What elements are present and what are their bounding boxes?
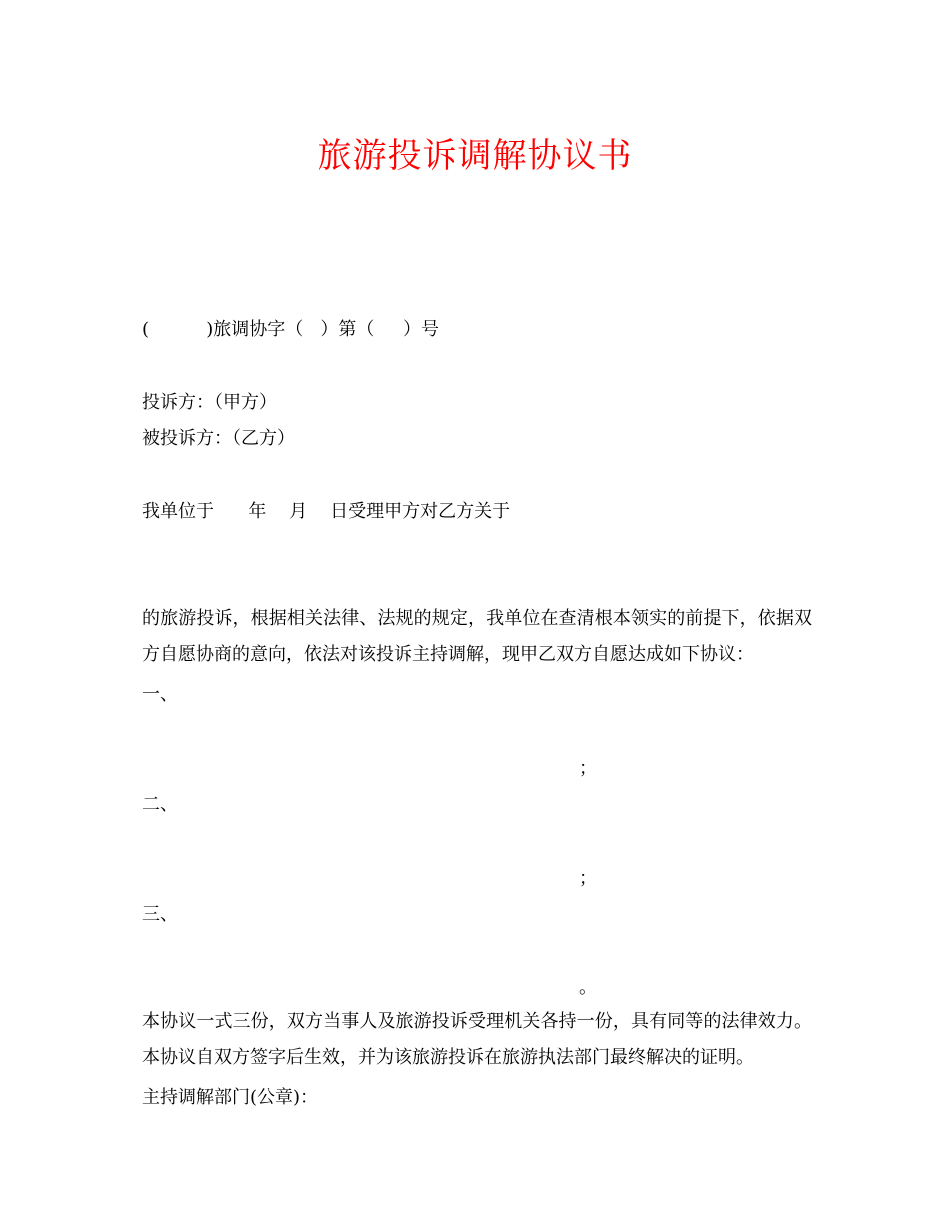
respondent-line: 被投诉方：（乙方） <box>142 428 295 449</box>
acceptance-line: 我单位于 年 月 日受理甲方对乙方关于 <box>142 501 511 522</box>
document-number-line: ( )旅调协字（ ）第（ ）号 <box>142 319 440 340</box>
clause-three-label: 三、 <box>142 904 178 925</box>
complainant-line: 投诉方：（甲方） <box>142 392 277 413</box>
document-title: 旅游投诉调解协议书 <box>317 136 633 176</box>
clause-three-end-mark: 。 <box>579 977 597 998</box>
clause-one-label: 一、 <box>142 684 178 705</box>
body-paragraph: 的旅游投诉，根据相关法律、法规的规定，我单位在查清根本领实的前提下，依据双方自愿协商的意向，依法对该投诉主持调解，现甲乙双方自愿达成如下协议： <box>142 608 812 665</box>
clause-two-label: 二、 <box>142 794 178 815</box>
clause-one-end-mark: ； <box>579 758 597 779</box>
clause-two-end-mark: ； <box>579 868 597 889</box>
closing-paragraph: 本协议一式三份，双方当事人及旅游投诉受理机关各持一份，具有同等的法律效力。本协议自双方签字后生效，并为该旅游投诉在旅游执法部门最终解决的证明。 <box>142 1011 812 1068</box>
mediator-seal-line: 主持调解部门(公章)： <box>142 1087 319 1108</box>
